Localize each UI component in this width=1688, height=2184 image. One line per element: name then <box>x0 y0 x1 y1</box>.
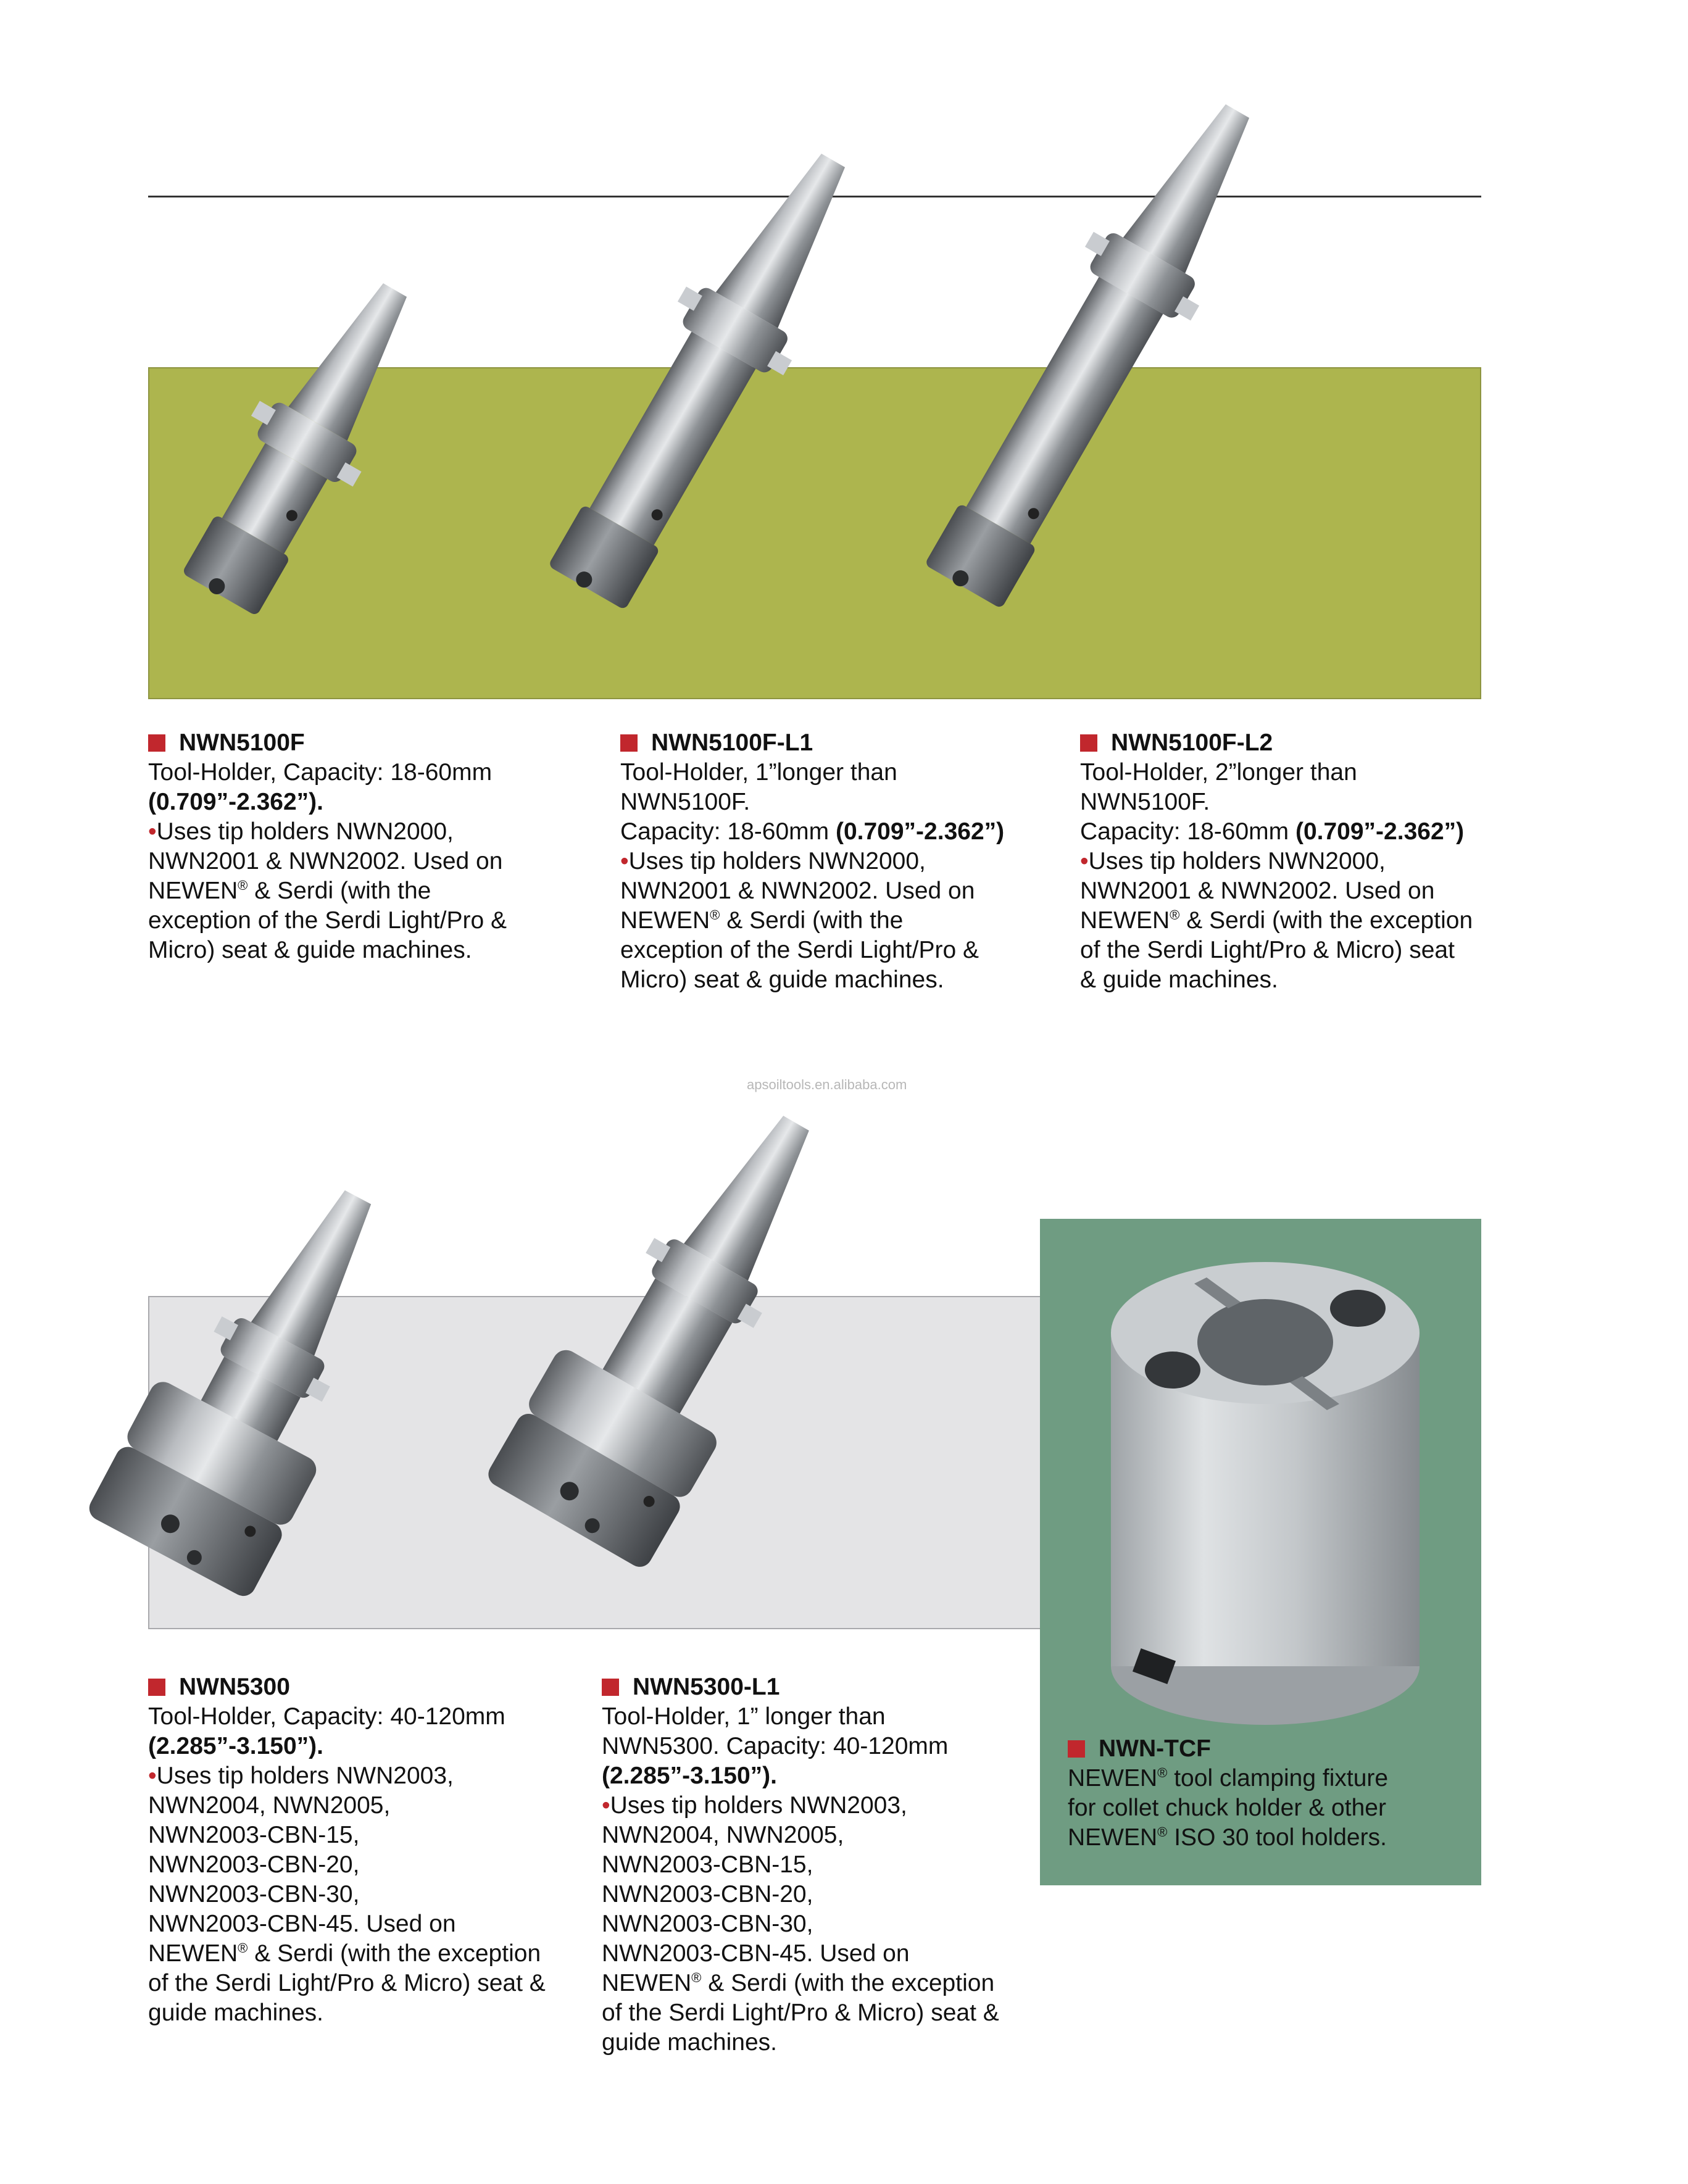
product-heading: NWN5100F-L2 <box>1080 728 1473 758</box>
product-heading: NWN5100F-L1 <box>620 728 1004 758</box>
bullet-dot-icon: • <box>1080 848 1089 874</box>
product-heading: NWN-TCF <box>1068 1734 1388 1764</box>
product-desc-nwn5100f: NWN5100F Tool-Holder, Capacity: 18-60mm (0.709”-2.362”). •Uses tip holders NWN2000, NWN2001 & NWN2002. Used on NEWEN® & Serdi (with the exception of the Serdi Light/Pro & Micro) seat & guide machines. <box>148 729 507 963</box>
product-heading: NWN5100F <box>148 728 507 758</box>
tool-clamping-fixture-image <box>1086 1259 1444 1716</box>
tool-holder-nwn5300-image <box>167 1179 549 1635</box>
product-desc-nwn5300-l1: NWN5300-L1 Tool-Holder, 1” longer than NWN5300. Capacity: 40-120mm (2.285”-3.150”). •Uses tip holders NWN2003, NWN2004, NWN2005, NWN2003-CBN-15, NWN2003-CBN-20, NWN2003-CBN-30, NWN2003-CBN-45. Used on NEWEN® & Serdi (with the exception of the Serdi Light/Pro & Micro) seat & guide machines. <box>602 1674 999 2056</box>
bullet-dot-icon: • <box>148 1763 157 1789</box>
tool-holder-nwn5100f-image <box>222 265 568 697</box>
tool-holder-nwn5300-l1-image <box>586 1111 1043 1635</box>
red-square-bullet-icon <box>1080 734 1097 752</box>
watermark-text: apsoiltools.en.alibaba.com <box>747 1077 907 1092</box>
bullet-dot-icon: • <box>148 818 157 845</box>
red-square-bullet-icon <box>148 1679 165 1696</box>
tool-holder-nwn5100f-l1-image <box>654 148 1037 704</box>
bullet-dot-icon: • <box>620 848 629 874</box>
product-desc-nwn5100f-l1: NWN5100F-L1 Tool-Holder, 1”longer than NWN5100F. Capacity: 18-60mm (0.709”-2.362”) •Uses tip holders NWN2000, NWN2001 & NWN2002. Used on NEWEN® & Serdi (with the exception of the Serdi Light/Pro & Micro) seat & guide machines. <box>620 729 1005 993</box>
product-desc-nwn-tcf: NWN-TCF NEWEN® tool clamping fixture for collet chuck holder & other NEWEN® ISO 30 tool holders. <box>1068 1735 1389 1851</box>
red-square-bullet-icon <box>1068 1740 1085 1758</box>
product-heading: NWN5300 <box>148 1672 546 1702</box>
product-desc-nwn5100f-l2: NWN5100F-L2 Tool-Holder, 2”longer than NWN5100F. Capacity: 18-60mm (0.709”-2.362”) •Uses tip holders NWN2000, NWN2001 & NWN2002. Used on NEWEN® & Serdi (with the exception of the Serdi Light/Pro & Micro) seat & guide machines. <box>1080 729 1473 993</box>
bullet-dot-icon: • <box>602 1792 610 1819</box>
tool-holder-nwn5100f-l2-image <box>1055 99 1487 716</box>
red-square-bullet-icon <box>602 1679 619 1696</box>
product-heading: NWN5300-L1 <box>602 1672 999 1702</box>
red-square-bullet-icon <box>620 734 638 752</box>
product-desc-nwn5300: NWN5300 Tool-Holder, Capacity: 40-120mm (2.285”-3.150”). •Uses tip holders NWN2003, NWN2004, NWN2005, NWN2003-CBN-15, NWN2003-CBN-20, NWN2003-CBN-30, NWN2003-CBN-45. Used on NEWEN® & Serdi (with the exception of the Serdi Light/Pro & Micro) seat & guide machines. <box>148 1674 546 2026</box>
red-square-bullet-icon <box>148 734 165 752</box>
